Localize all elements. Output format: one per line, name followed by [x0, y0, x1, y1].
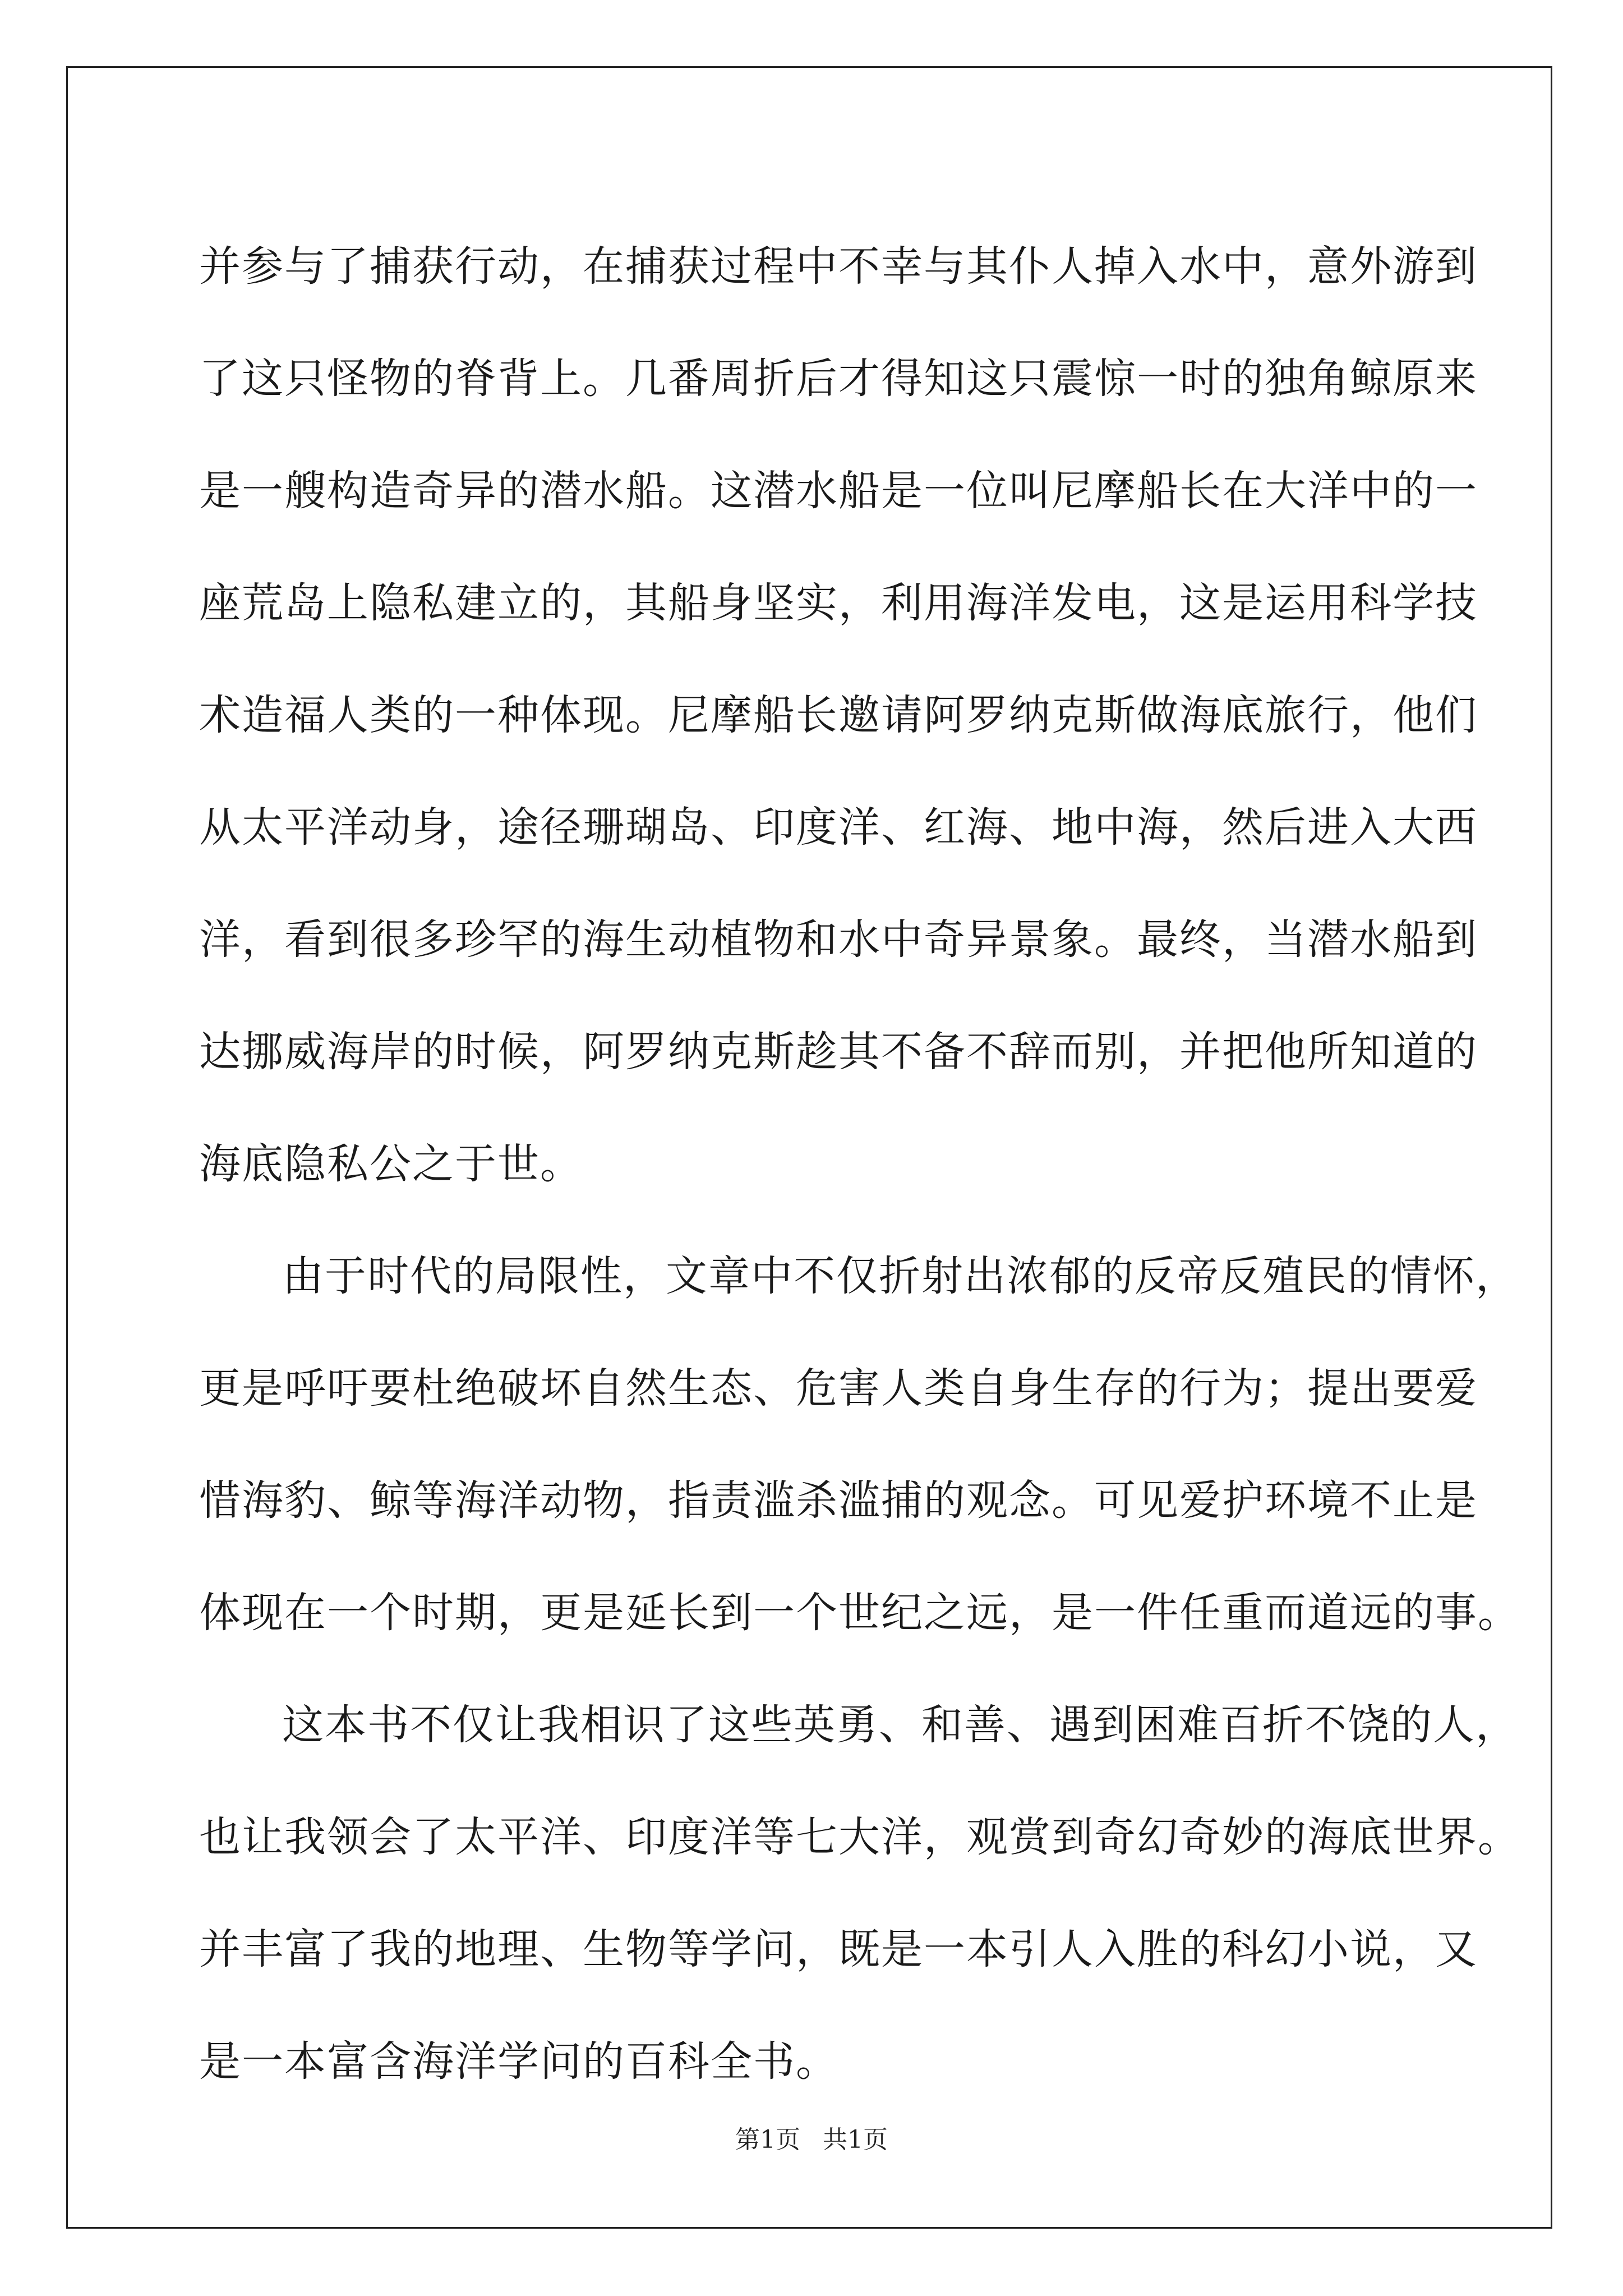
- text-line: 洋，看到很多珍罕的海生动植物和水中奇异景象。最终，当潜水船到: [199, 915, 1478, 964]
- text-line: 海底隐私公之于世。: [199, 1140, 583, 1188]
- text-line: 并参与了捕获行动，在捕获过程中不幸与其仆人掉入水中，意外游到: [199, 242, 1478, 291]
- text-line: 从太平洋动身，途径珊瑚岛、印度洋、红海、地中海，然后进入大西: [199, 803, 1478, 852]
- page-number-total: 共1页: [823, 2125, 888, 2154]
- text-line: 座荒岛上隐私建立的，其船身坚实，利用海洋发电，这是运用科学技: [199, 579, 1478, 627]
- text-line: 术造福人类的一种体现。尼摩船长邀请阿罗纳克斯做海底旅行，他们: [199, 691, 1478, 739]
- text-line: 达挪威海岸的时候，阿罗纳克斯趁其不备不辞而别，并把他所知道的: [199, 1028, 1478, 1076]
- text-line: 体现在一个时期，更是延长到一个世纪之远，是一件任重而道远的事。: [199, 1589, 1520, 1637]
- text-line: 也让我领会了太平洋、印度洋等七大洋，观赏到奇幻奇妙的海底世界。: [199, 1813, 1520, 1861]
- paragraph-first-line: 由于时代的局限性，文章中不仅折射出浓郁的反帝反殖民的情怀，: [282, 1252, 1518, 1300]
- text-line: 是一本富含海洋学问的百科全书。: [199, 2037, 838, 2086]
- page-footer: [0, 2123, 1623, 2157]
- text-line: 了这只怪物的脊背上。几番周折后才得知这只震惊一时的独角鲸原来: [199, 355, 1478, 403]
- text-line: 并丰富了我的地理、生物等学问，既是一本引人入胜的科幻小说，又: [199, 1925, 1478, 1973]
- text-line: 更是呼吁要杜绝破坏自然生态、危害人类自身生存的行为；提出要爱: [199, 1364, 1478, 1412]
- text-line: 惜海豹、鲸等海洋动物，指责滥杀滥捕的观念。可见爱护环境不止是: [199, 1476, 1478, 1525]
- text-line: 是一艘构造奇异的潜水船。这潜水船是一位叫尼摩船长在大洋中的一: [199, 467, 1478, 515]
- page-number-current: 第1页: [735, 2125, 800, 2154]
- document-body: [199, 210, 1520, 2118]
- paragraph-first-line: 这本书不仅让我相识了这些英勇、和善、遇到困难百折不饶的人，: [282, 1701, 1518, 1749]
